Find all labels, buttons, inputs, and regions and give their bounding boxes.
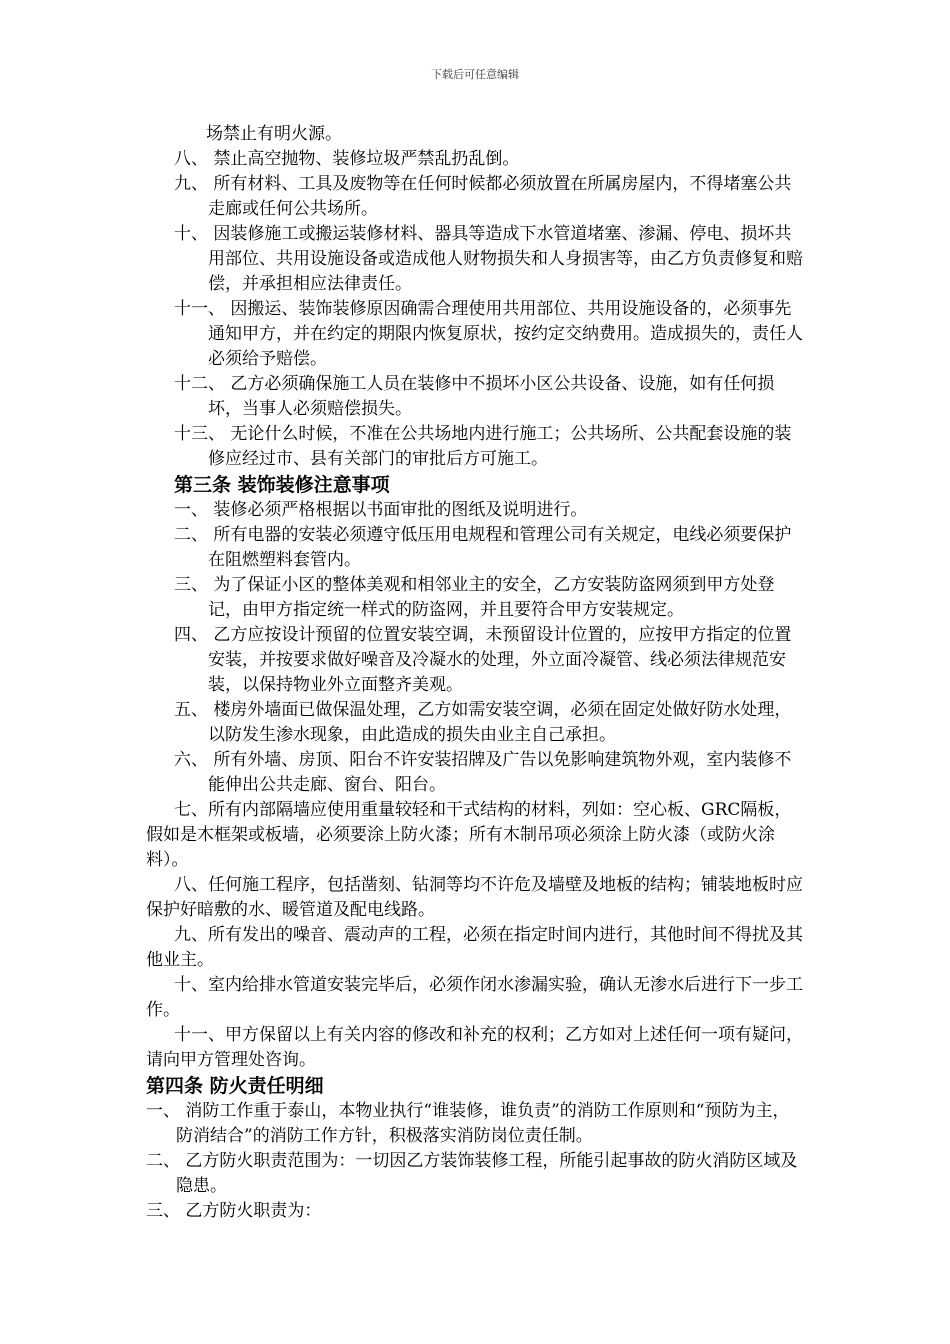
list-item: 九、 所有材料、工具及废物等在任何时候都必须放置在所属房屋内，不得堵塞公共走廊或任何公共场所。 bbox=[174, 174, 792, 219]
paragraph: 十、室内给排水管道安装完毕后，必须作闭水渗漏实验，确认无渗水后进行下一步工作。 bbox=[146, 975, 803, 1020]
list-item: 十二、 乙方必须确保施工人员在装修中不损坏小区公共设备、设施，如有任何损坏，当事人必须赔偿损失。 bbox=[174, 374, 775, 419]
list-item: 二、 乙方防火职责范围为：一切因乙方装饰装修工程，所能引起事故的防火消防区域及隐患。 bbox=[146, 1151, 798, 1196]
list-item: 十三、 无论什么时候，不准在公共场地内进行施工；公共场所、公共配套设施的装修应经过市、县有关部门的审批后方可施工。 bbox=[174, 424, 792, 469]
list-item: 六、 所有外墙、房顶、阳台不许安装招牌及广告以免影响建筑物外观，室内装修不能伸出公共走廊、窗台、阳台。 bbox=[174, 750, 792, 795]
paragraph: 七、所有内部隔墙应使用重量较轻和干式结构的材料，列如：空心板、GRC隔板， 假如是木框架或板墙，必须要涂上防火漆；所有木制吊项必须涂上防火漆（或防火涂料）。 bbox=[146, 800, 792, 870]
list-item: 三、 乙方防火职责为： bbox=[146, 1201, 322, 1221]
list-item: 二、 所有电器的安装必须遵守低压用电规程和管理公司有关规定，电线必须要保护在阻燃塑料套管内。 bbox=[174, 525, 792, 570]
list-item: 八、 禁止高空抛物、装修垃圾严禁乱扔乱倒。 bbox=[174, 149, 520, 169]
section-heading: 第四条 防火责任明细 bbox=[146, 1075, 324, 1097]
list-item: 五、 楼房外墙面已做保温处理，乙方如需安装空调，必须在固定处做好防水处理，以防发生渗水现象，由此造成的损失由业主自己承担。 bbox=[174, 700, 792, 745]
document-body bbox=[146, 122, 806, 1224]
list-item: 十、 因装修施工或搬运装修材料、器具等造成下水管道堵塞、渗漏、停电、损坏共用部位、共用设施设备或造成他人财物损失和人身损害等，由乙方负责修复和赔偿，并承担相应法律责任。 bbox=[174, 224, 803, 294]
list-item: 一、 装修必须严格根据以书面审批的图纸及说明进行。 bbox=[174, 500, 588, 520]
list-item: 四、 乙方应按设计预留的位置安装空调，未预留设计位置的，应按甲方指定的位置安装，并按要求做好噪音及冷凝水的处理，外立面冷凝管、线必须法律规范安装，以保持物业外立面整齐美观。 bbox=[174, 625, 792, 695]
paragraph: 十一、甲方保留以上有关内容的修改和补充的权利；乙方如对上述任何一项有疑问，请向甲方管理处咨询。 bbox=[146, 1025, 803, 1070]
list-item: 十一、 因搬运、装饰装修原因确需合理使用共用部位、共用设施设备的，必须事先通知甲方，并在约定的期限内恢复原状，按约定交纳费用。造成损失的，责任人必须给予赔偿。 bbox=[174, 299, 803, 369]
page-header: 下载后可任意编辑 bbox=[431, 68, 519, 81]
list-item: 三、 为了保证小区的整体美观和相邻业主的安全，乙方安装防盗网须到甲方处登记，由甲方指定统一样式的防盗网，并且要符合甲方安装规定。 bbox=[174, 575, 775, 620]
paragraph: 九、所有发出的噪音、震动声的工程，必须在指定时间内进行，其他时间不得扰及其他业主。 bbox=[146, 925, 803, 970]
paragraph: 场禁止有明火源。 bbox=[206, 124, 342, 144]
paragraph: 八、任何施工程序，包括凿刻、钻洞等均不许危及墙壁及地板的结构；铺装地板时应保护好暗敷的水、暖管道及配电线路。 bbox=[146, 875, 803, 920]
list-item: 一、 消防工作重于泰山，本物业执行“谁装修，谁负责”的消防工作原则和“预防为主，防消结合”的消防工作方针，积极落实消防岗位责任制。 bbox=[146, 1101, 790, 1146]
section-heading: 第三条 装饰装修注意事项 bbox=[174, 474, 390, 496]
